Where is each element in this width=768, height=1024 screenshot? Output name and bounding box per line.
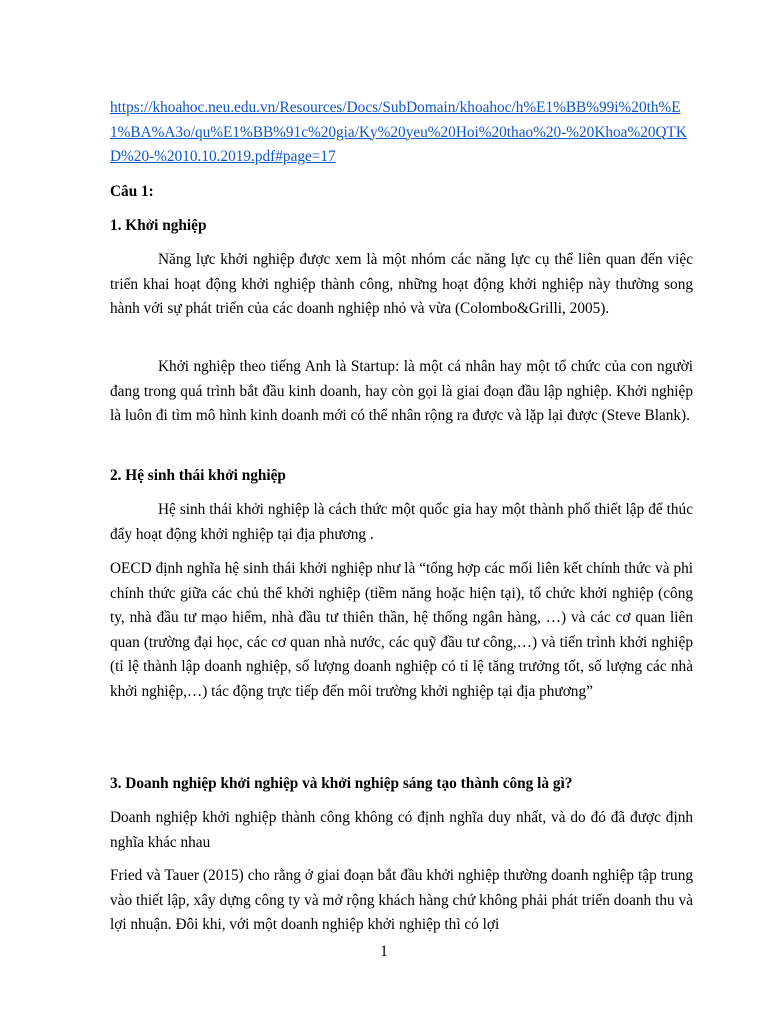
section-2-paragraph-2: OECD định nghĩa hệ sinh thái khởi nghiệp như là “tổng hợp các mối liên kết chính thức và phi chính thức giữa các chủ thể khởi nghiệp (tiềm năng hoặc hiện tại), tổ chức khởi nghiệp (công ty, nhà đầu tư mạo hiểm, nhà đầu tư thiên thần, hệ thống ngân hàng, …) và các cơ quan liên quan (trường đại học, các cơ quan nhà nước, các quỹ đầu tư công,…) và tiến trình khởi nghiệp (tỉ lệ thành lập doanh nghiệp, số lượng doanh nghiệp có tỉ lệ tăng trưởng tốt, số lượng các nhà khởi nghiệp,…) tác động trực tiếp đến môi trường khởi nghiệp tại địa phương” bbox=[110, 560, 693, 700]
section-3-paragraph-2: Fried và Tauer (2015) cho rằng ở giai đoạn bắt đầu khởi nghiệp thường doanh nghiệp tập trung vào thiết lập, xây dựng công ty và mở rộng khách hàng chứ không phải phát triển doanh thu và lợi nhuận. Đôi khi, với một doanh nghiệp khởi nghiệp thì có lợi bbox=[110, 867, 693, 933]
page-number: 1 bbox=[380, 943, 388, 960]
section-2-paragraph-1: Hệ sinh thái khởi nghiệp là cách thức một quốc gia hay một thành phố thiết lập để thúc đẩy hoạt động khởi nghiệp tại địa phương . bbox=[110, 501, 693, 543]
section-2-heading: 2. Hệ sinh thái khởi nghiệp bbox=[110, 467, 286, 484]
source-link[interactable]: https://khoahoc.neu.edu.vn/Resources/Docs/SubDomain/khoahoc/h%E1%BB%99i%20th%E1%BA%A3o/qu%E1%BB%91c%20gia/Ky%20yeu%20Hoi%20thao%20-%20Khoa%20QTKD%20-%2010.10.2019.pdf#page=17 bbox=[110, 99, 687, 165]
question-heading: Câu 1: bbox=[110, 183, 154, 200]
section-1-paragraph-1: Năng lực khởi nghiệp được xem là một nhóm các năng lực cụ thể liên quan đến việc triển khai hoạt động khởi nghiệp thành công, những hoạt động khởi nghiệp này thường song hành với sự phát triển của các doanh nghiệp nhỏ và vừa (Colombo&Grilli, 2005). bbox=[110, 251, 693, 317]
section-1-paragraph-2: Khởi nghiệp theo tiếng Anh là Startup: là một cá nhân hay một tổ chức của con người đang trong quá trình bắt đầu kinh doanh, hay còn gọi là giai đoạn đầu lập nghiệp. Khởi nghiệp là luôn đi tìm mô hình kinh doanh mới có thể nhân rộng ra được và lặp lại được (Steve Blank). bbox=[110, 358, 693, 424]
section-3-heading: 3. Doanh nghiệp khởi nghiệp và khởi nghiệp sáng tạo thành công là gì? bbox=[110, 775, 573, 792]
section-1-heading: 1. Khởi nghiệp bbox=[110, 217, 207, 234]
section-3-paragraph-1: Doanh nghiệp khởi nghiệp thành công không có định nghĩa duy nhất, và do đó đã được định nghĩa khác nhau bbox=[110, 809, 693, 851]
